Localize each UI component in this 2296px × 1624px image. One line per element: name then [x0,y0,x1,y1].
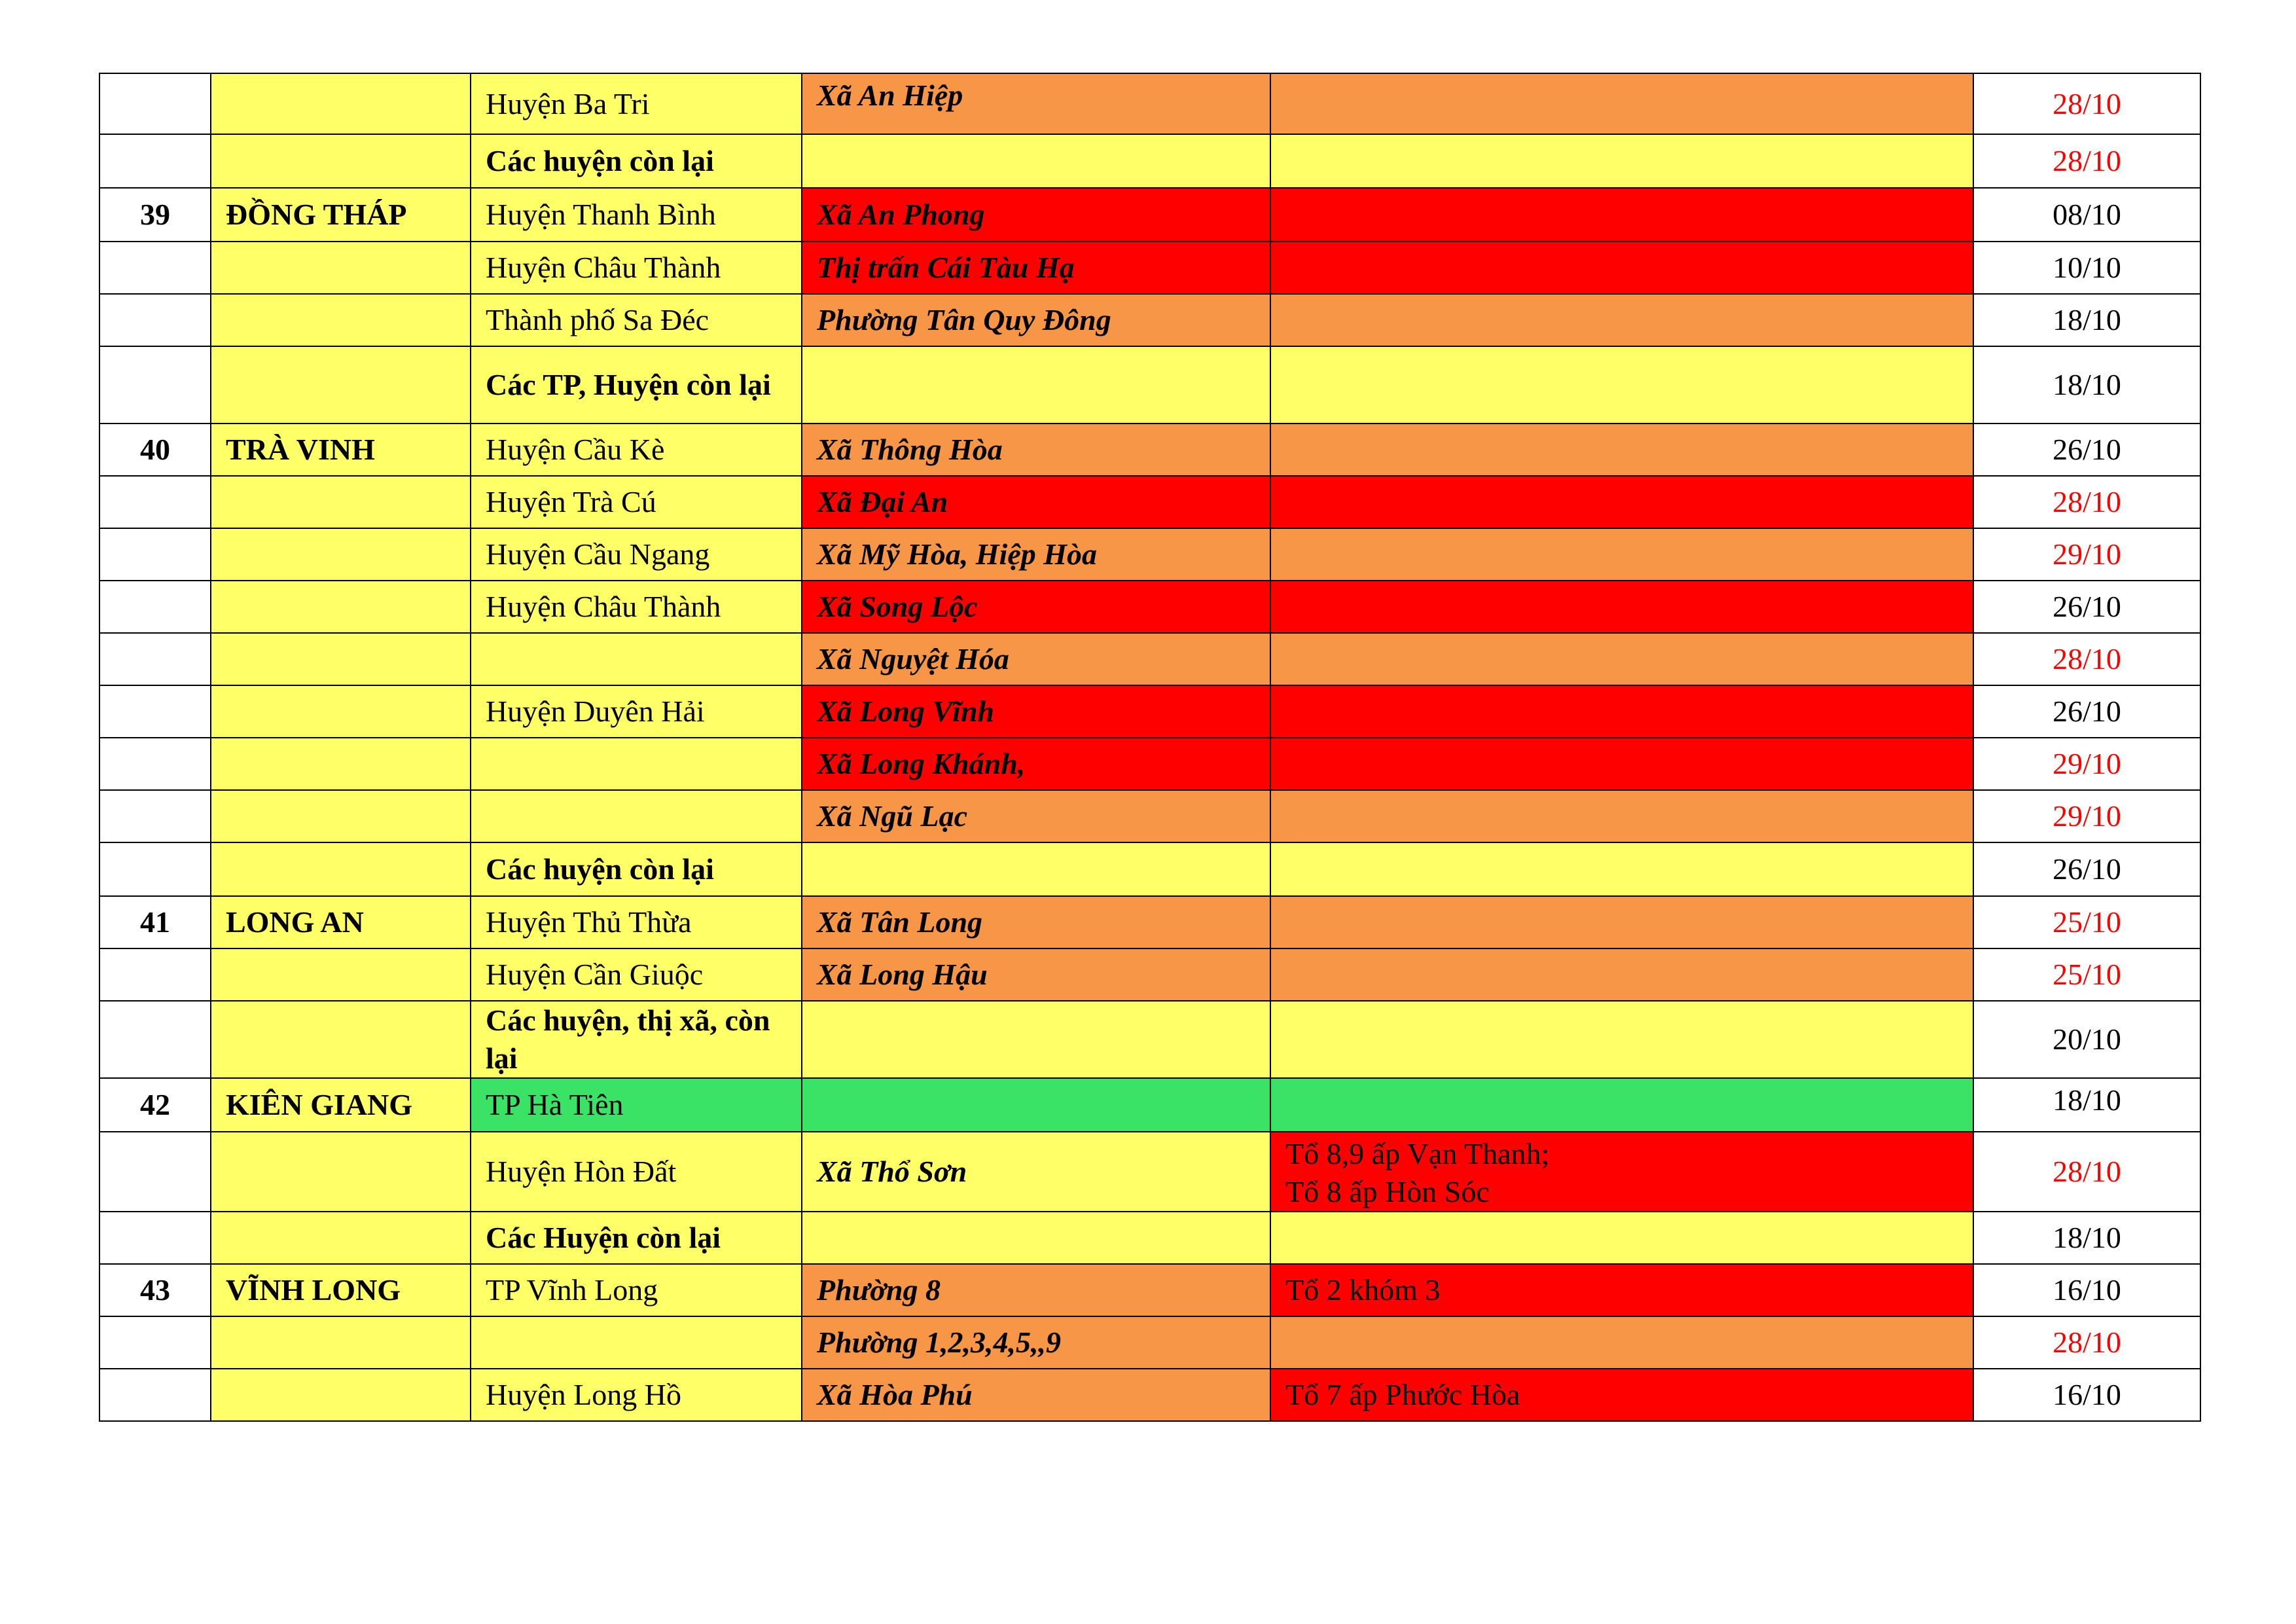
row-number-cell [99,1316,211,1369]
commune-cell: Xã Long Hậu [802,948,1270,1001]
date-cell: 18/10 [1973,294,2200,346]
detail-cell [1270,896,1973,948]
province-cell: TRÀ VINH [211,424,471,476]
district-cell: Các TP, Huyện còn lại [471,346,802,424]
detail-cell [1270,948,1973,1001]
date-cell: 28/10 [1973,1132,2200,1212]
province-cell [211,1001,471,1078]
district-cell: Huyện Cầu Ngang [471,528,802,581]
row-number-cell: 40 [99,424,211,476]
detail-cell [1270,476,1973,528]
table-row [99,581,2200,633]
row-number-cell: 39 [99,188,211,242]
detail-cell [1270,738,1973,790]
detail-cell [1270,188,1973,242]
table-row [99,1316,2200,1369]
detail-cell [1270,242,1973,294]
detail-cell [1270,1001,1973,1078]
commune-cell: Xã Song Lộc [802,581,1270,633]
table-row [99,633,2200,685]
commune-cell: Xã Thổ Sơn [802,1132,1270,1212]
row-number-cell [99,1001,211,1078]
date-cell: 16/10 [1973,1264,2200,1316]
table-row [99,1132,2200,1212]
row-number-cell: 42 [99,1078,211,1132]
district-cell [471,633,802,685]
district-cell [471,1316,802,1369]
table-row [99,424,2200,476]
district-cell: Huyện Thủ Thừa [471,896,802,948]
district-cell: Các Huyện còn lại [471,1212,802,1264]
district-cell: Huyện Cần Giuộc [471,948,802,1001]
date-cell: 26/10 [1973,424,2200,476]
detail-cell [1270,134,1973,188]
row-number-cell: 43 [99,1264,211,1316]
table-row [99,188,2200,242]
table-row [99,1078,2200,1132]
table-row [99,685,2200,738]
date-cell: 29/10 [1973,738,2200,790]
row-number-cell [99,346,211,424]
commune-cell [802,1212,1270,1264]
table-row [99,294,2200,346]
detail-cell [1270,581,1973,633]
province-cell [211,948,471,1001]
province-cell [211,528,471,581]
row-number-cell [99,633,211,685]
province-cell [211,633,471,685]
table-row [99,1264,2200,1316]
row-number-cell [99,738,211,790]
row-number-cell [99,242,211,294]
commune-cell: Xã Long Vĩnh [802,685,1270,738]
table-row [99,346,2200,424]
commune-cell [802,842,1270,896]
detail-cell [1270,1212,1973,1264]
commune-cell: Xã Tân Long [802,896,1270,948]
date-cell: 18/10 [1973,1078,2200,1132]
detail-cell: Tổ 2 khóm 3 [1270,1264,1973,1316]
commune-cell: Phường Tân Quy Đông [802,294,1270,346]
commune-cell: Xã Đại An [802,476,1270,528]
detail-cell [1270,294,1973,346]
commune-cell [802,134,1270,188]
detail-cell [1270,346,1973,424]
province-cell [211,1316,471,1369]
date-cell: 20/10 [1973,1001,2200,1078]
province-cell [211,1132,471,1212]
table-row [99,134,2200,188]
table-row [99,790,2200,842]
detail-cell [1270,685,1973,738]
district-cell: Huyện Hòn Đất [471,1132,802,1212]
district-cell: Huyện Long Hồ [471,1369,802,1421]
province-cell: LONG AN [211,896,471,948]
commune-cell: Xã Thông Hòa [802,424,1270,476]
row-number-cell [99,685,211,738]
province-cell [211,738,471,790]
commune-cell: Xã An Phong [802,188,1270,242]
province-cell [211,134,471,188]
row-number-cell [99,790,211,842]
province-cell [211,790,471,842]
row-number-cell [99,1212,211,1264]
province-cell: KIÊN GIANG [211,1078,471,1132]
zone-table [99,73,2201,1422]
province-cell: VĨNH LONG [211,1264,471,1316]
commune-cell: Xã Long Khánh, [802,738,1270,790]
table-row [99,948,2200,1001]
commune-cell: Phường 1,2,3,4,5,,9 [802,1316,1270,1369]
district-cell: TP Hà Tiên [471,1078,802,1132]
commune-cell: Xã Mỹ Hòa, Hiệp Hòa [802,528,1270,581]
date-cell: 28/10 [1973,476,2200,528]
district-cell: Các huyện còn lại [471,842,802,896]
detail-cell [1270,1078,1973,1132]
date-cell: 25/10 [1973,948,2200,1001]
table-row [99,1001,2200,1078]
date-cell: 08/10 [1973,188,2200,242]
date-cell: 10/10 [1973,242,2200,294]
date-cell: 28/10 [1973,633,2200,685]
province-cell [211,294,471,346]
row-number-cell [99,948,211,1001]
date-cell: 28/10 [1973,1316,2200,1369]
province-cell [211,346,471,424]
table-body [99,73,2200,1421]
detail-cell [1270,528,1973,581]
date-cell: 26/10 [1973,842,2200,896]
commune-cell [802,346,1270,424]
commune-cell: Xã Nguyệt Hóa [802,633,1270,685]
date-cell: 29/10 [1973,790,2200,842]
table-row [99,738,2200,790]
province-cell [211,685,471,738]
commune-cell: Xã Hòa Phú [802,1369,1270,1421]
district-cell: TP Vĩnh Long [471,1264,802,1316]
province-cell [211,73,471,134]
district-cell: Huyện Duyên Hải [471,685,802,738]
date-cell: 25/10 [1973,896,2200,948]
row-number-cell [99,842,211,896]
detail-cell [1270,424,1973,476]
date-cell: 29/10 [1973,528,2200,581]
province-cell [211,842,471,896]
commune-cell: Xã Ngũ Lạc [802,790,1270,842]
district-cell: Các huyện còn lại [471,134,802,188]
commune-cell [802,1001,1270,1078]
table-row [99,242,2200,294]
row-number-cell [99,476,211,528]
date-cell: 16/10 [1973,1369,2200,1421]
row-number-cell [99,294,211,346]
district-cell: Các huyện, thị xã, còn lại [471,1001,802,1078]
commune-cell: Phường 8 [802,1264,1270,1316]
commune-cell [802,1078,1270,1132]
commune-cell: Xã An Hiệp [802,73,1270,134]
province-cell [211,1212,471,1264]
province-cell [211,1369,471,1421]
table-row [99,528,2200,581]
row-number-cell [99,1369,211,1421]
row-number-cell [99,134,211,188]
detail-cell [1270,790,1973,842]
date-cell: 26/10 [1973,581,2200,633]
district-cell: Huyện Trà Cú [471,476,802,528]
district-cell: Huyện Châu Thành [471,581,802,633]
province-cell [211,242,471,294]
detail-cell [1270,633,1973,685]
district-cell: Huyện Cầu Kè [471,424,802,476]
table-row [99,896,2200,948]
district-cell [471,790,802,842]
row-number-cell: 41 [99,896,211,948]
table-row [99,842,2200,896]
row-number-cell [99,1132,211,1212]
table-row [99,1369,2200,1421]
province-cell [211,476,471,528]
district-cell: Huyện Ba Tri [471,73,802,134]
date-cell: 26/10 [1973,685,2200,738]
detail-cell: Tổ 7 ấp Phước Hòa [1270,1369,1973,1421]
province-cell: ĐỒNG THÁP [211,188,471,242]
row-number-cell [99,528,211,581]
date-cell: 18/10 [1973,1212,2200,1264]
district-cell: Thành phố Sa Đéc [471,294,802,346]
detail-cell: Tổ 8,9 ấp Vạn Thanh; Tổ 8 ấp Hòn Sóc [1270,1132,1973,1212]
date-cell: 18/10 [1973,346,2200,424]
detail-cell [1270,842,1973,896]
commune-cell: Thị trấn Cái Tàu Hạ [802,242,1270,294]
district-cell: Huyện Châu Thành [471,242,802,294]
date-cell: 28/10 [1973,73,2200,134]
district-cell [471,738,802,790]
row-number-cell [99,581,211,633]
date-cell: 28/10 [1973,134,2200,188]
table-row [99,1212,2200,1264]
row-number-cell [99,73,211,134]
table-row [99,73,2200,134]
detail-cell [1270,73,1973,134]
province-cell [211,581,471,633]
table-row [99,476,2200,528]
district-cell: Huyện Thanh Bình [471,188,802,242]
detail-cell [1270,1316,1973,1369]
